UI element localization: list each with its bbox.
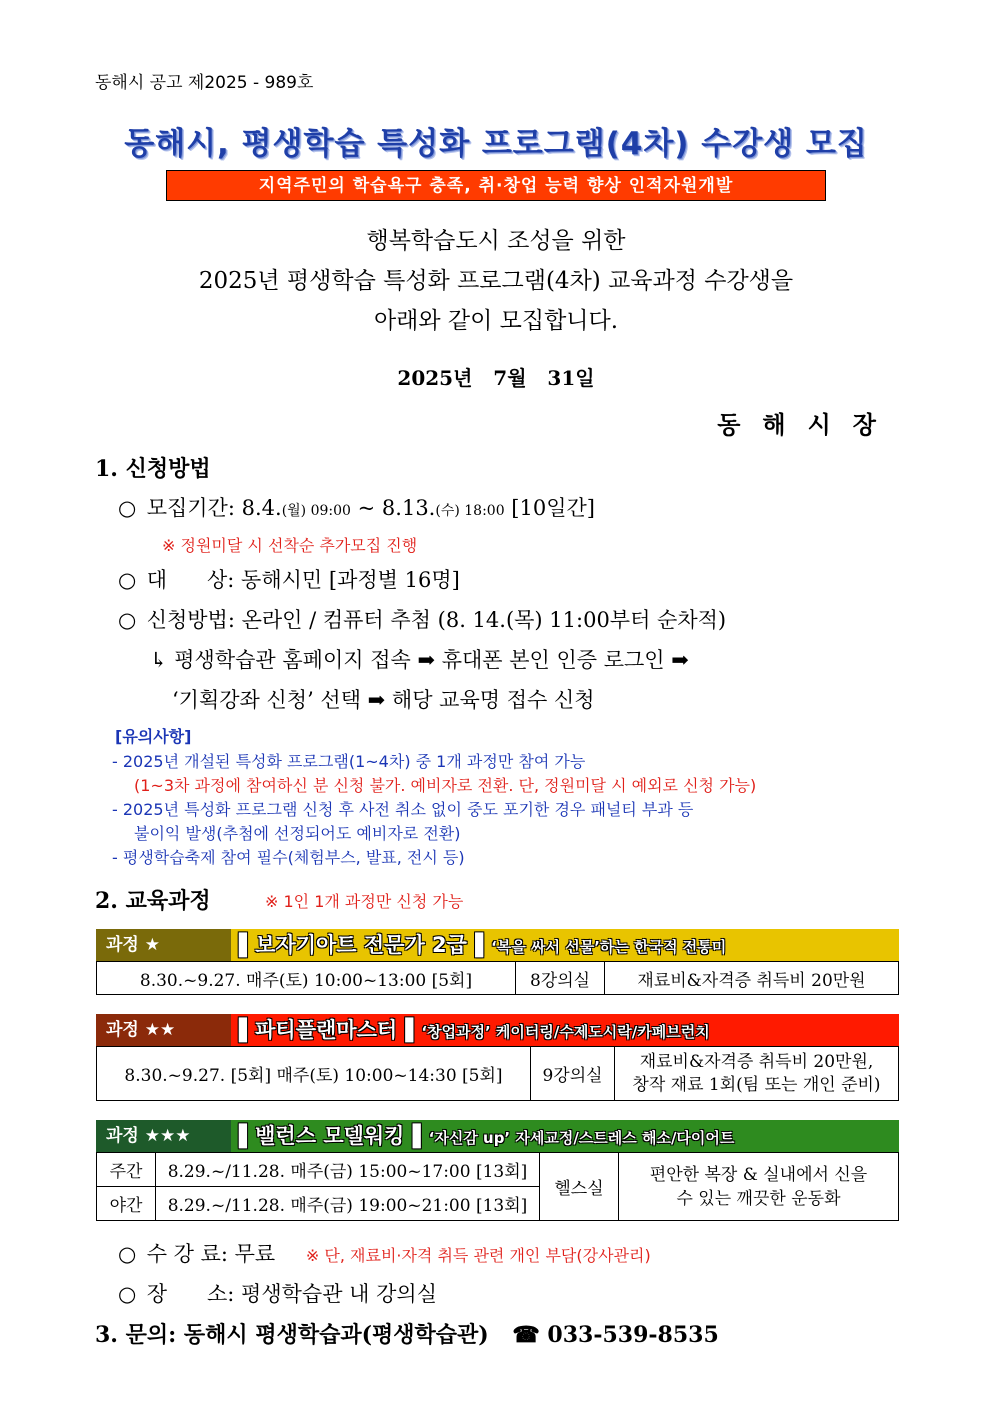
section-3-contact bbox=[95, 1318, 719, 1349]
course-3-label: 과정 ★★★ bbox=[96, 1120, 231, 1152]
phone-icon: ☎ bbox=[512, 1322, 540, 1348]
course-3-banner bbox=[96, 1120, 899, 1152]
contact-heading: 3. 문의: 동해시 평생학습과(평생학습관) bbox=[95, 1322, 489, 1348]
place bbox=[118, 1278, 437, 1308]
course-1-banner bbox=[96, 929, 899, 961]
apply-method bbox=[118, 604, 726, 634]
course-1-title: ▌보자기아트 전문가 2급▐ bbox=[239, 933, 484, 957]
course-2-room: 9강의실 bbox=[531, 1047, 615, 1101]
section-2-note: ※ 1인 1개 과정만 신청 가능 bbox=[265, 892, 464, 911]
course-3-night-label: 야간 bbox=[97, 1187, 156, 1221]
notice-number: 동해시 공고 제2025 - 989호 bbox=[95, 73, 314, 93]
course-2-title-wrap bbox=[239, 1014, 710, 1046]
recruit-period bbox=[118, 492, 595, 522]
bullet-circle: ○ bbox=[118, 1242, 137, 1266]
course-1-fee: 재료비&자격증 취득비 20만원 bbox=[605, 962, 899, 995]
intro-line-1: 행복학습도시 조성을 위한 bbox=[366, 228, 626, 254]
course-3-day-label: 주간 bbox=[97, 1153, 156, 1187]
course-3-prep-line-1: 편안한 복장 & 실내에서 신을 bbox=[649, 1164, 868, 1185]
course-3-prep-line-2: 수 있는 깨끗한 운동화 bbox=[676, 1188, 841, 1209]
notice-date: 2025년 7월 31일 bbox=[397, 366, 595, 390]
course-2-banner bbox=[96, 1014, 899, 1046]
caution-heading: [유의사항] bbox=[115, 727, 192, 746]
tuition-fee-note: ※ 단, 재료비·자격 취득 관련 개인 부담(강사관리) bbox=[305, 1246, 651, 1265]
apply-steps-line-1: ↳ 평생학습관 홈페이지 접속 ➡ 휴대폰 본인 인증 로그인 ➡ bbox=[150, 648, 689, 672]
period-start: 8.4. bbox=[241, 496, 282, 520]
target bbox=[118, 564, 460, 594]
period-note: ※ 정원미달 시 선착순 추가모집 진행 bbox=[162, 536, 418, 555]
place-text: 장 소: 평생학습관 내 강의실 bbox=[146, 1282, 437, 1306]
tuition-fee bbox=[118, 1238, 651, 1268]
course-3-title-wrap bbox=[239, 1120, 734, 1152]
caution-line-5: - 평생학습축제 참여 필수(체험부스, 발표, 전시 등) bbox=[112, 848, 465, 867]
course-2-table bbox=[96, 1046, 899, 1101]
course-3-day-schedule: 8.29.~/11.28. 매주(금) 15:00~17:00 [13회] bbox=[156, 1153, 540, 1187]
caution-line-2: (1~3차 과정에 참여하신 분 신청 불가. 예비자로 전환. 단, 정원미달 시 예외로 신청 가능) bbox=[134, 776, 757, 795]
intro-line-3: 아래와 같이 모집합니다. bbox=[373, 308, 619, 334]
bullet-circle: ○ bbox=[118, 1282, 137, 1306]
course-3-room: 헬스실 bbox=[540, 1153, 619, 1221]
course-1-title-wrap bbox=[239, 929, 726, 961]
period-start-day: (월) 09:00 bbox=[281, 503, 351, 519]
period-end-day: (수) 18:00 bbox=[435, 503, 505, 519]
target-text: 대 상: 동해시민 [과정별 16명] bbox=[146, 568, 460, 592]
contact-phone[interactable]: 033-539-8535 bbox=[547, 1322, 719, 1348]
course-3-desc: ‘자신감 up’ 자세교정/스트레스 해소/다이어트 bbox=[428, 1129, 735, 1147]
period-tilde: ~ bbox=[357, 496, 376, 520]
period-label: 모집기간: bbox=[146, 496, 235, 520]
course-3-title: ▌밸런스 모델워킹▐ bbox=[239, 1124, 421, 1148]
section-2-heading: 2. 교육과정 bbox=[95, 888, 211, 914]
apply-steps-line-2: ‘기획강좌 신청’ 선택 ➡ 해당 교육명 접수 신청 bbox=[172, 688, 595, 712]
caution-line-3: - 2025년 특성화 프로그램 신청 후 사전 취소 없이 중도 포기한 경우 패널티 부과 등 bbox=[112, 800, 694, 819]
bullet-circle: ○ bbox=[118, 608, 137, 632]
course-1-room: 8강의실 bbox=[516, 962, 605, 995]
tuition-fee-text: 수 강 료: 무료 bbox=[146, 1242, 276, 1266]
course-1-schedule: 8.30.~9.27. 매주(토) 10:00~13:00 [5회] bbox=[97, 962, 516, 995]
period-end: 8.13. bbox=[381, 496, 436, 520]
course-3-night-schedule: 8.29.~/11.28. 매주(금) 19:00~21:00 [13회] bbox=[156, 1187, 540, 1221]
section-1-heading: 1. 신청방법 bbox=[95, 456, 211, 482]
course-2-schedule: 8.30.~9.27. [5회] 매주(토) 10:00~14:30 [5회] bbox=[97, 1047, 531, 1101]
page-title: 동해시, 평생학습 특성화 프로그램(4차) 수강생 모집 bbox=[124, 126, 868, 162]
course-3-table bbox=[96, 1152, 899, 1221]
course-1-label: 과정 ★ bbox=[96, 929, 231, 961]
period-days: [10일간] bbox=[511, 496, 595, 520]
course-1-table bbox=[96, 961, 899, 995]
intro-line-2: 2025년 평생학습 특성화 프로그램(4차) 교육과정 수강생을 bbox=[198, 268, 794, 294]
bullet-circle: ○ bbox=[118, 568, 137, 592]
course-3-prep bbox=[619, 1153, 899, 1221]
course-2-fee-line-1: 재료비&자격증 취득비 20만원, bbox=[639, 1051, 874, 1072]
apply-method-text: 신청방법: 온라인 / 컴퓨터 추첨 (8. 14.(목) 11:00부터 순차적) bbox=[146, 608, 727, 632]
bullet-circle: ○ bbox=[118, 496, 137, 520]
subtitle-banner: 지역주민의 학습욕구 충족, 취·창업 능력 향상 인적자원개발 bbox=[166, 170, 826, 201]
course-2-label: 과정 ★★ bbox=[96, 1014, 231, 1046]
course-2-fee-line-2: 창작 재료 1회(팀 또는 개인 준비) bbox=[632, 1074, 881, 1095]
caution-line-1: - 2025년 개설된 특성화 프로그램(1~4차) 중 1개 과정만 참여 가능 bbox=[112, 752, 586, 771]
caution-line-4: 불이익 발생(추첨에 선정되어도 예비자로 전환) bbox=[134, 824, 461, 843]
course-2-desc: ‘창업과정’ 케이터링/수제도시락/카페브런치 bbox=[421, 1023, 710, 1041]
course-2-title: ▌파티플랜마스터▐ bbox=[239, 1018, 414, 1042]
mayor-signature: 동해시장 bbox=[717, 410, 898, 439]
course-1-desc: ‘복을 싸서 선물’하는 한국적 전통미 bbox=[491, 938, 727, 956]
course-2-fee bbox=[615, 1047, 899, 1101]
